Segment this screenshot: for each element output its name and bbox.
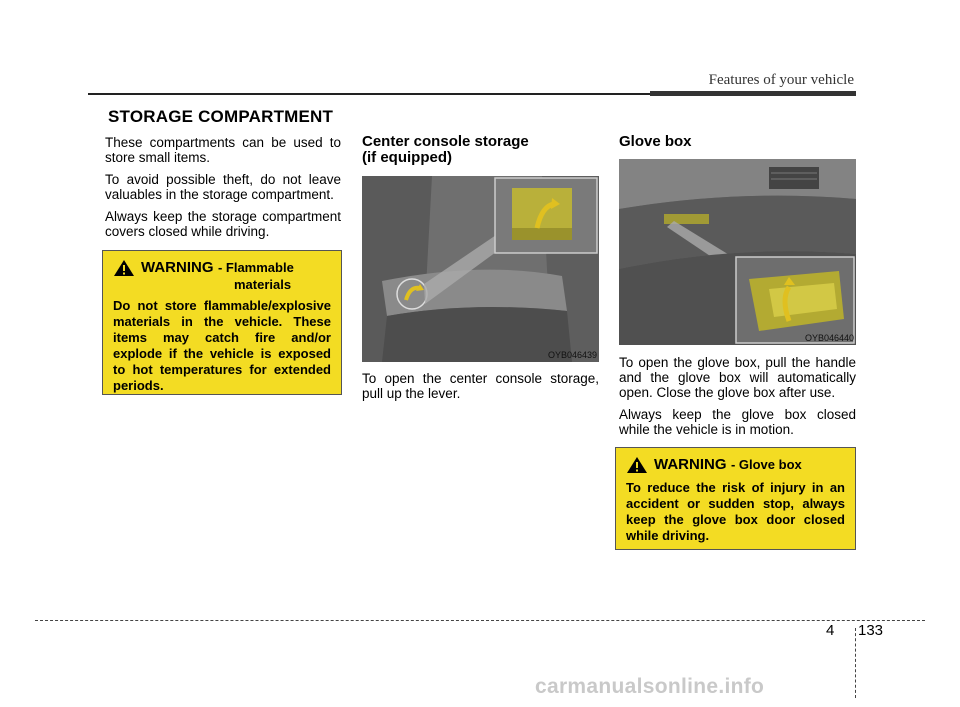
glove-box-text — [619, 355, 856, 444]
console-heading — [362, 134, 529, 166]
intro-paragraph-1: These compartments can be used to store small items. — [105, 135, 341, 165]
warning-triangle-icon — [626, 456, 648, 474]
glove-box-illustration — [619, 159, 856, 345]
warning-body: Do not store flammable/explosive materials in the vehicle. These items may catch fire and/or explode if the vehicle is exposed to hot temperatures for extended periods. — [113, 298, 331, 393]
warning-box-flammable — [102, 250, 342, 395]
intro-text — [105, 135, 341, 246]
console-illustration — [362, 176, 599, 362]
header-title: Features of your vehicle — [708, 72, 854, 88]
page-chapter: 4 — [826, 622, 835, 639]
console-text: To open the center console storage, pull up the lever. — [362, 371, 599, 401]
warning-subtitle: - Flammable — [217, 260, 294, 275]
glove-box-paragraph-2: Always keep the glove box closed while the vehicle is in motion. — [619, 407, 856, 437]
warning-word: WARNING — [654, 456, 727, 473]
warning-title-row — [626, 456, 845, 474]
footer-rule — [35, 620, 925, 621]
warning-subtitle-line2: materials — [234, 277, 292, 292]
page-number: 133 — [858, 622, 884, 639]
warning-subtitle: - Glove box — [730, 457, 802, 472]
console-heading-line2: (if equipped) — [362, 149, 452, 166]
warning-triangle-icon — [113, 259, 135, 277]
warning-heading — [654, 456, 802, 474]
intro-paragraph-2: To avoid possible theft, do not leave valuables in the storage compartment. — [105, 172, 341, 202]
section-title: STORAGE COMPARTMENT — [108, 107, 334, 126]
footer-divider — [855, 628, 856, 698]
warning-title-row — [113, 259, 331, 292]
glove-box-heading: Glove box — [619, 133, 692, 150]
warning-box-glove — [615, 447, 856, 550]
glove-box-photo — [619, 159, 856, 345]
header-bar — [650, 91, 856, 96]
warning-heading — [141, 259, 294, 292]
intro-paragraph-3: Always keep the storage compartment covers closed while driving. — [105, 209, 341, 239]
watermark: carmanualsonline.info — [535, 675, 765, 698]
warning-body: To reduce the risk of injury in an accident or sudden stop, always keep the glove box door closed while driving. — [626, 480, 845, 543]
console-heading-line1: Center console storage — [362, 133, 529, 150]
glove-box-paragraph-1: To open the glove box, pull the handle and the glove box will automatically open. Close the glove box after use. — [619, 355, 856, 400]
glove-box-image-code: OYB046440 — [804, 333, 854, 343]
console-image-code: OYB046439 — [547, 350, 597, 360]
warning-word: WARNING — [141, 259, 214, 276]
console-photo — [362, 176, 599, 362]
